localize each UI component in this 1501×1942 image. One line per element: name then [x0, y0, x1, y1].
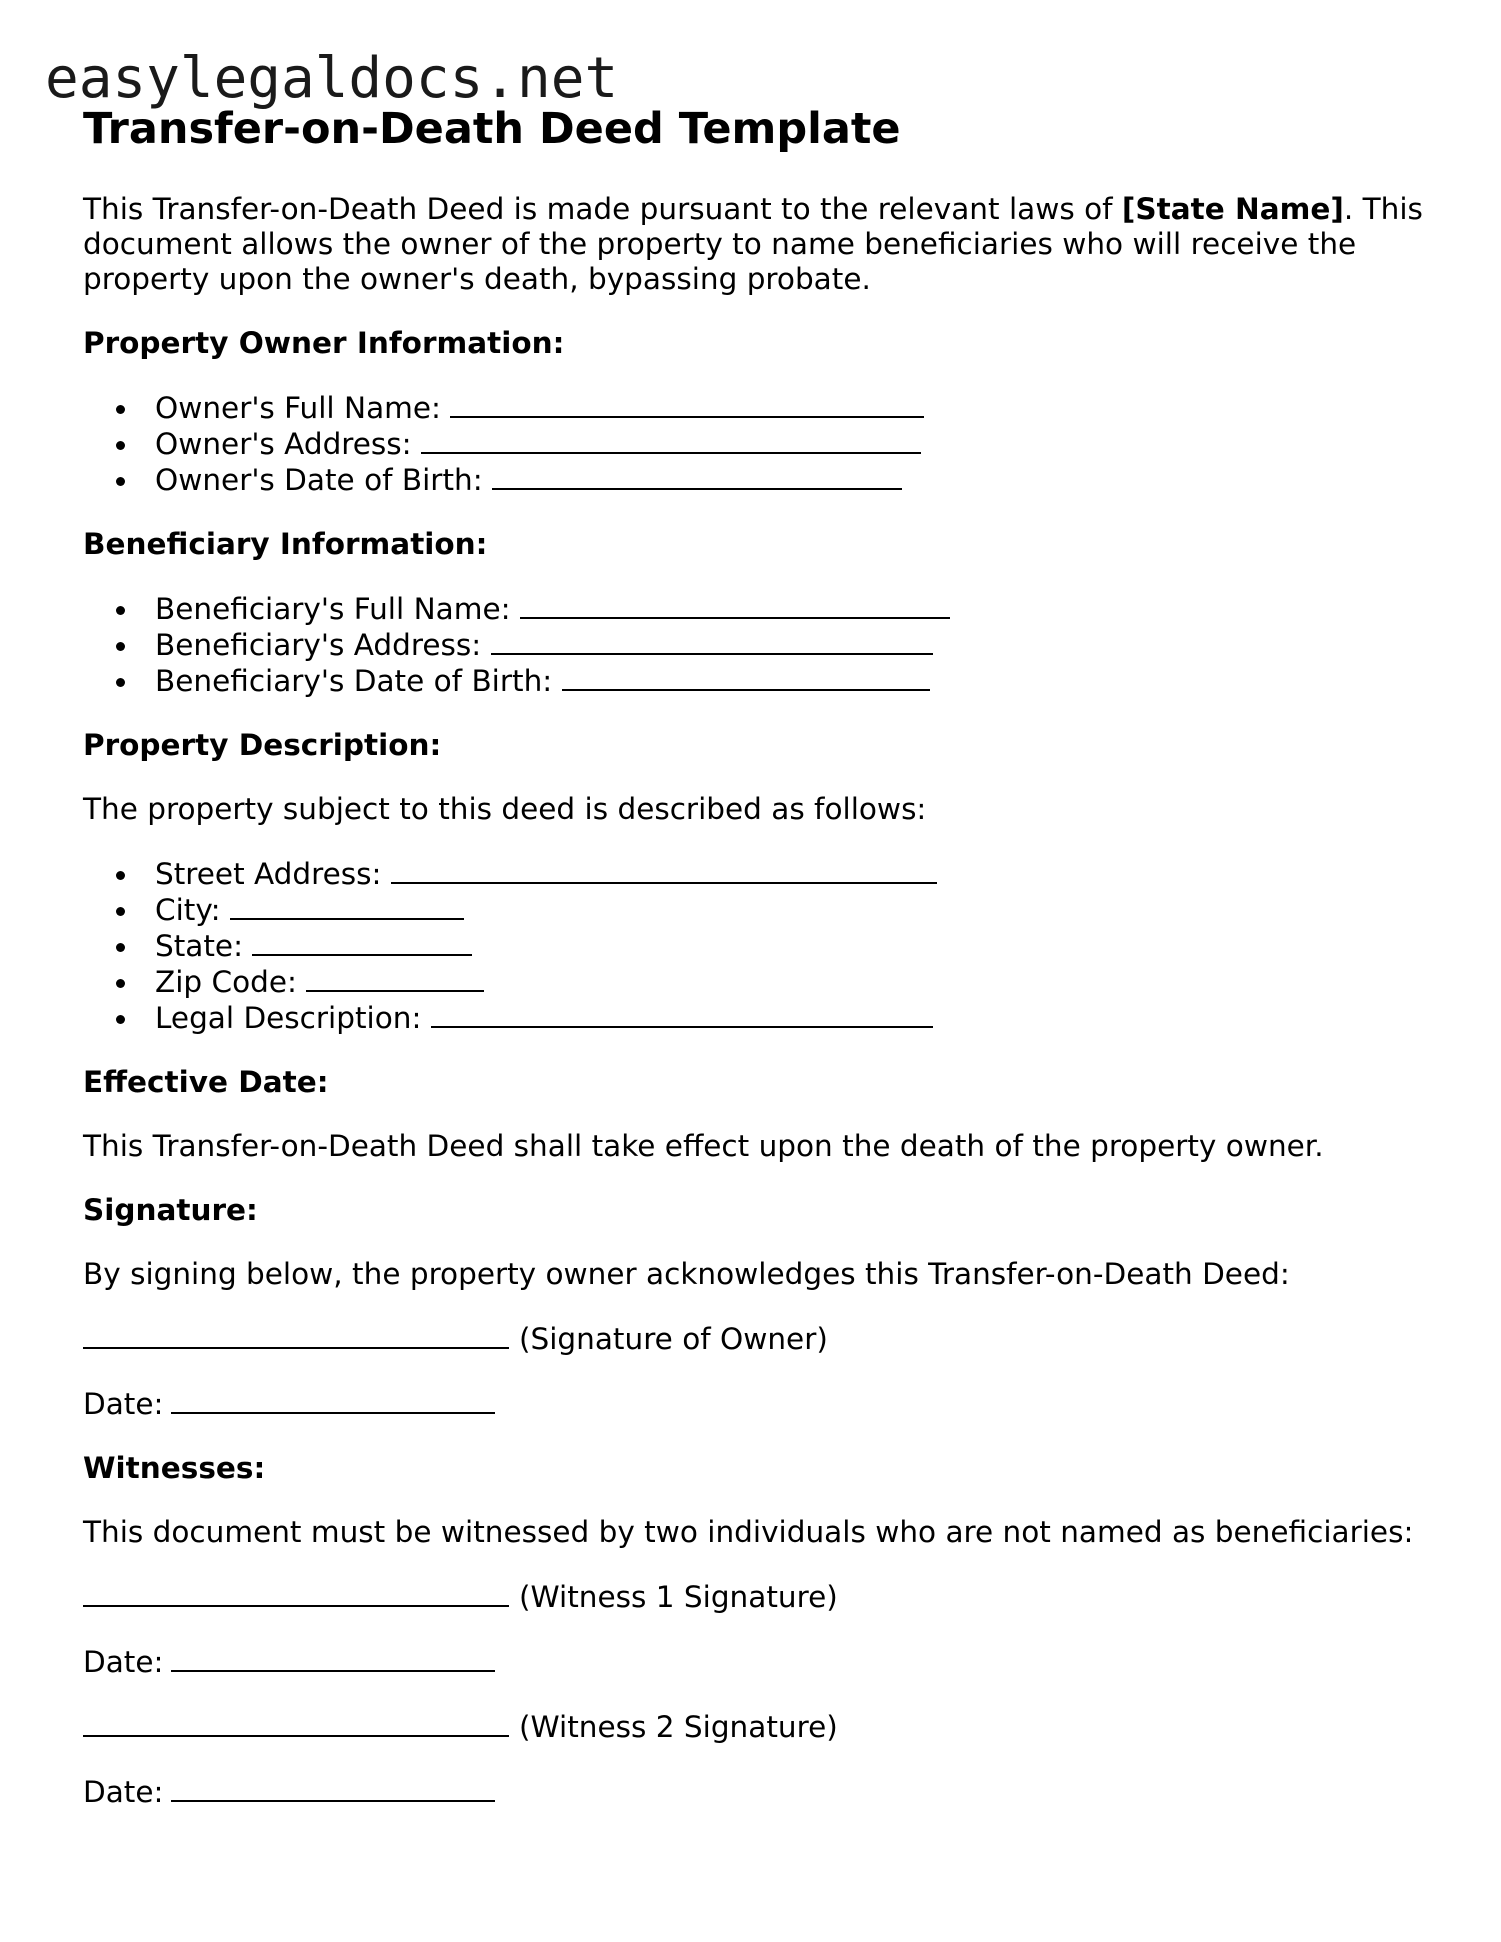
property-section-heading: Property Description: — [83, 728, 442, 762]
field-label: Zip Code: — [155, 965, 297, 999]
beneficiary-fields-list — [83, 591, 1443, 699]
field-label: Street Address: — [155, 857, 382, 891]
fill-in-blank[interactable] — [230, 892, 464, 920]
fill-in-blank[interactable] — [491, 627, 933, 655]
witness-2-signature-label: (Witness 2 Signature) — [519, 1710, 838, 1744]
field-label: Beneficiary's Address: — [155, 628, 482, 662]
witness-1-date-line — [83, 1644, 1443, 1680]
field-label: Beneficiary's Date of Birth: — [155, 664, 553, 698]
legal-description-field — [155, 1000, 1443, 1036]
fill-in-blank[interactable] — [391, 856, 937, 884]
witness-1-date-blank[interactable] — [171, 1644, 495, 1672]
fill-in-blank[interactable] — [562, 663, 930, 691]
witnesses-text: This document must be witnessed by two individuals who are not named as beneficiaries: — [83, 1515, 1414, 1549]
field-label: Owner's Full Name: — [155, 391, 441, 425]
fill-in-blank[interactable] — [306, 964, 484, 992]
owner-dob-field — [155, 462, 1443, 498]
effective-date-text: This Transfer-on-Death Deed shall take effect upon the death of the property owner. — [83, 1129, 1324, 1163]
field-label: City: — [155, 893, 221, 927]
signature-text: By signing below, the property owner acknowledges this Transfer-on-Death Deed: — [83, 1257, 1290, 1291]
property-fields-list — [83, 856, 1443, 1036]
witness-1-signature-blank[interactable] — [83, 1579, 509, 1607]
witness-1-signature-label: (Witness 1 Signature) — [519, 1580, 838, 1614]
fill-in-blank[interactable] — [252, 928, 472, 956]
owner-full-name-field — [155, 390, 1443, 426]
owner-signature-line — [83, 1321, 1443, 1357]
beneficiary-dob-field — [155, 663, 1443, 699]
witness-2-date-line — [83, 1774, 1443, 1810]
witness-2-date-blank[interactable] — [171, 1774, 495, 1802]
site-watermark: easylegaldocs.net — [45, 46, 619, 111]
fill-in-blank[interactable] — [450, 390, 924, 418]
field-label: State: — [155, 929, 244, 963]
owner-date-line — [83, 1386, 1443, 1422]
field-label: Owner's Address: — [155, 427, 412, 461]
beneficiary-section-heading: Beneficiary Information: — [83, 527, 488, 561]
intro-text-after: . This document allows the owner of the property to name beneficiaries who will receive the property upon the owner's death, bypassing probate. — [83, 192, 1423, 296]
document-title: Transfer-on-Death Deed Template — [83, 104, 901, 154]
document — [83, 102, 1443, 1810]
beneficiary-full-name-field — [155, 591, 1443, 627]
signature-heading: Signature: — [83, 1193, 258, 1227]
intro-paragraph — [83, 192, 1443, 297]
date-label: Date: — [83, 1387, 164, 1421]
owner-section-heading: Property Owner Information: — [83, 326, 565, 360]
owner-address-field — [155, 426, 1443, 462]
effective-date-heading: Effective Date: — [83, 1065, 329, 1099]
witness-1-signature-line — [83, 1579, 1443, 1615]
beneficiary-address-field — [155, 627, 1443, 663]
street-address-field — [155, 856, 1443, 892]
field-label: Owner's Date of Birth: — [155, 463, 483, 497]
field-label: Legal Description: — [155, 1001, 422, 1035]
owner-signature-blank[interactable] — [83, 1321, 509, 1349]
zip-code-field — [155, 964, 1443, 1000]
field-label: Beneficiary's Full Name: — [155, 592, 511, 626]
date-label: Date: — [83, 1775, 164, 1809]
witness-2-signature-blank[interactable] — [83, 1709, 509, 1737]
witness-2-signature-line — [83, 1709, 1443, 1745]
city-field — [155, 892, 1443, 928]
state-name-placeholder: [State Name] — [1121, 192, 1344, 226]
fill-in-blank[interactable] — [520, 591, 950, 619]
date-label: Date: — [83, 1645, 164, 1679]
intro-text-before: This Transfer-on-Death Deed is made pursuant to the relevant laws of — [83, 192, 1122, 226]
fill-in-blank[interactable] — [431, 1000, 933, 1028]
property-intro-text: The property subject to this deed is described as follows: — [83, 792, 927, 826]
owner-fields-list — [83, 390, 1443, 498]
fill-in-blank[interactable] — [421, 426, 921, 454]
witnesses-heading: Witnesses: — [83, 1451, 266, 1485]
fill-in-blank[interactable] — [492, 462, 902, 490]
state-field — [155, 928, 1443, 964]
owner-date-blank[interactable] — [171, 1386, 495, 1414]
owner-signature-label: (Signature of Owner) — [519, 1322, 828, 1356]
